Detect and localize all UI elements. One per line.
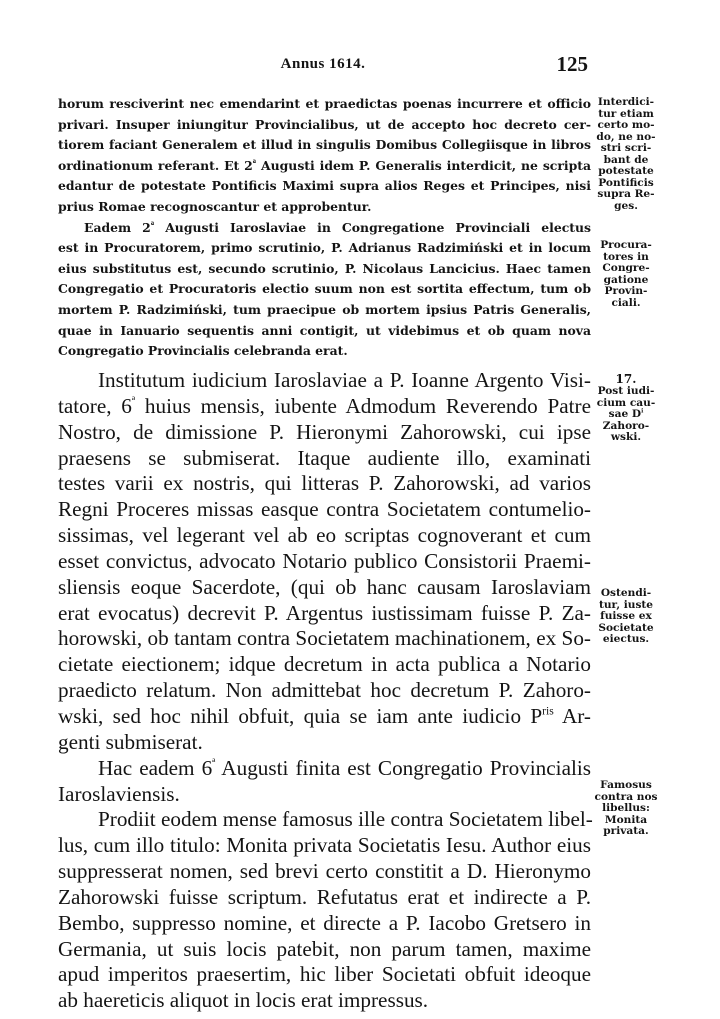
- small-paragraph-2: [58, 218, 591, 362]
- text-line: suppresserat nomen, sed brevi certo constitit a D. Hieronymo: [58, 859, 591, 884]
- text-line: Bembo, suppresso nomine, et directe a P. Iacobo Gretsero in: [58, 910, 591, 935]
- margin-note-line: Congre-: [602, 262, 650, 274]
- text-line: eius substitutus est, secundo scrutinio, P. Nicolaus Lancicius. Haec tamen: [58, 260, 591, 276]
- margin-note-line: tur, iuste: [598, 598, 654, 611]
- margin-note-line: supra Re-: [597, 188, 655, 200]
- text-line: Congregatio Provincialis celebranda erat.: [58, 343, 348, 359]
- page-header: [58, 52, 588, 82]
- margin-note-line: gatione: [603, 273, 649, 286]
- text-line: tatore, $6^ª$ huius mensis, iubente Admodum Reverendo Patre: [58, 393, 592, 418]
- text-line: genti submiserat.: [58, 729, 203, 754]
- text-line: horowski, ob tantam contra Societatem machinationem, ex So-: [58, 626, 591, 651]
- margin-note-line: tores in: [603, 250, 649, 263]
- margin-note-line: eiectus.: [602, 633, 650, 645]
- margin-note-line: privata.: [603, 825, 649, 837]
- text-line: praedicto relatum. Non admittebat hoc decretum P. Zahoro-: [58, 678, 591, 703]
- text-line: wski, sed hoc nihil obfuit, quia se iam ante iudicio $P^{ris}$ Ar-: [58, 703, 591, 728]
- margin-note-line: contra nos: [594, 790, 658, 803]
- margin-note-line: ges.: [614, 199, 638, 212]
- text-line: Zahorowski fuisse scriptum. Refutatus erat et indirecte a P.: [58, 884, 591, 909]
- paragraph-congregatio: [58, 756, 591, 808]
- text-line: horum resciverint nec emendarint et praedictas poenas incurrere et officio: [58, 96, 591, 111]
- page-number: 125: [556, 52, 588, 76]
- margin-note-ostenditur: [592, 588, 660, 646]
- text-line: Eadem $2^ª$ Augusti Iaroslaviae in Congregatione Provinciali electus: [84, 219, 591, 235]
- text-line: quae in Ianuario sequentis anni contigit, ut videbimus et ob quam nova: [58, 322, 591, 338]
- margin-note-line: fuisse ex: [600, 610, 652, 622]
- margin-note-procuratores: [592, 240, 660, 309]
- text-line: erat evocatus) decrevit P. Argentus iustissimam fuisse P. Za-: [58, 600, 591, 625]
- margin-note-line: Procura-: [600, 239, 652, 251]
- margin-note-line: stri scri-: [600, 142, 652, 154]
- text-line: Congregatio et Procuratoris electio suum non est sortita effectum, tum ob: [58, 281, 591, 297]
- margin-note-line: tur etiam: [598, 107, 654, 120]
- text-line: est in Procuratorem, primo scrutinio, P. Adrianus Radzimiński et in locum: [58, 240, 591, 256]
- paragraph-monita-privata: [58, 807, 591, 1014]
- text-line: esset convictus, advocato Notario publico Consistorii Praemi-: [58, 548, 591, 573]
- margin-note-famosus: [592, 780, 660, 838]
- text-line: praesens se submiserat. Itaque audiente illo, examinati: [58, 445, 591, 470]
- margin-note-line: cium cau-: [596, 396, 656, 409]
- margin-note-line: Post iudi-: [597, 385, 655, 397]
- text-line: mortem P. Radzimiński, tum praecipue ob mortem ipsius Patris Generalis,: [58, 301, 591, 317]
- margin-note-line: Societate: [598, 621, 654, 634]
- margin-note-line: libellus:: [602, 802, 650, 814]
- text-line: testes varii ex nostris, qui litteras P. Zahorowski, ad varios: [58, 471, 591, 496]
- text-line: Prodiit eodem mense famosus ille contra Societatem libel-: [98, 807, 593, 832]
- margin-note-line: Monita: [604, 813, 648, 826]
- text-line: apud imperitos praesertim, hic liber Societati obfuit ideoque: [58, 962, 591, 987]
- main-text-section: [58, 368, 591, 1014]
- margin-note-line: Interdici-: [597, 96, 655, 108]
- margin-note-line: Provin-: [604, 285, 648, 297]
- margin-note-zahorowski: [592, 372, 660, 444]
- running-title: Annus 1614.: [280, 56, 366, 72]
- margin-note-interdicitur: [592, 97, 660, 212]
- text-line: Institutum iudicium Iaroslaviae a P. Ioanne Argento Visi-: [98, 368, 591, 392]
- text-line: Regni Proceres missas easque contra Societatem contumelio-: [58, 497, 591, 522]
- paragraph-iudicium: [58, 368, 591, 756]
- margin-note-line: sae $D^i$: [608, 408, 644, 420]
- text-line: Hac eadem $6^ª$ Augusti finita est Congregatio Provincialis: [98, 755, 591, 780]
- text-line: Iaroslaviensis.: [58, 781, 180, 806]
- margin-note-line: do, ne no-: [596, 130, 656, 143]
- text-line: tiorem faciant Generalem et illud in singulis Domibus Collegiisque in libros: [58, 137, 591, 153]
- margin-note-line: Famosus: [600, 779, 652, 791]
- text-line: Nostro, de dimissione P. Hieronymi Zahorowski, cui ipse: [58, 419, 591, 444]
- text-line: sliensis eoque Sacerdote, (qui ob hanc causam Iaroslaviam: [58, 574, 591, 599]
- text-line: edantur de potestate Pontificis Maximi supra alios Reges et Principes, nisi: [58, 178, 591, 194]
- margin-note-line: bant de: [603, 153, 649, 166]
- margin-note-line: certo mo-: [597, 119, 655, 131]
- small-print-section: [58, 94, 591, 362]
- margin-note-line: Ostendi-: [600, 587, 652, 599]
- margin-note-line: ciali.: [611, 296, 641, 309]
- margin-note-line: wski.: [610, 431, 642, 443]
- section-number: 17.: [615, 372, 637, 386]
- text-line: ab haereticis aliquot in locis erat impressus.: [58, 988, 429, 1013]
- text-line: lus, cum illo titulo: Monita privata Societatis Iesu. Author eius: [58, 833, 591, 858]
- margin-note-line: Pontificis: [598, 176, 654, 189]
- text-line: prius Romae recognoscantur et approbentur.: [58, 198, 372, 214]
- small-paragraph-1: [58, 94, 591, 218]
- margin-note-line: Zahoro-: [602, 419, 650, 432]
- text-line: privari. Insuper iniungitur Provincialibus, ut de accepto hoc decreto cer-: [58, 116, 591, 132]
- text-line: sissimas, vel legerant vel ab eo scriptas cognoverant et cum: [58, 523, 591, 548]
- text-line: ordinationum referant. Et $2^ª$ Augusti idem P. Generalis interdicit, ne scripta: [58, 157, 592, 173]
- text-line: Germania, ut suis locis patebit, non parum tamen, maxime: [58, 936, 591, 961]
- text-line: cietate eiectionem; idque decretum in acta publica a Notario: [58, 652, 591, 677]
- margin-note-line: potestate: [598, 165, 654, 177]
